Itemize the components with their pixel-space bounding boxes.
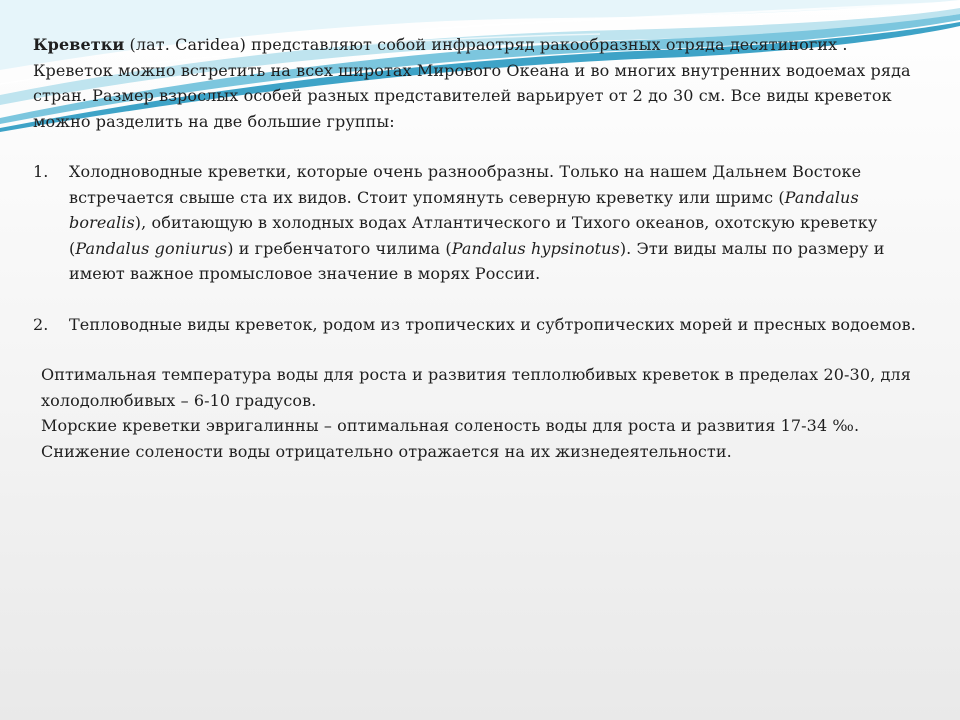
list-number: 1. — [33, 162, 49, 181]
list-text: Тепловодные виды креветок, родом из тропических и субтропических морей и пресных водоемов. — [69, 314, 916, 334]
intro-paragraph — [33, 32, 923, 134]
list-text: Холодноводные креветки, которые очень разнообразны. Только на нашем Дальнем Востоке встречается свыше ста их видов. Стоит упомянуть северную креветку или шримс (Pandalus borealis), обитающую в холодных водах Атлантического и Тихого океанов, охотскую креветку (Pandalus goniurus) и гребенчатого чилима (Pandalus hypsinotus). Эти виды малы по размеру и имеют важное промысловое значение в морях России. — [69, 162, 885, 283]
list-item-2 — [33, 312, 923, 338]
species-name: Pandalus borealis — [69, 187, 859, 232]
list-number: 2. — [33, 314, 49, 334]
intro-term: Креветки — [33, 35, 125, 54]
intro-text: (лат. Caridea) представляют собой инфраотряд ракообразных отряда десятиногих . Креветок можно встретить на всех широтах Мирового Океана и во многих внутренних водоемах ряда стран. Размер взрослых особей разных представителей варьирует от 2 до 30 см. Все виды креветок можно разделить на две большие группы: — [33, 35, 911, 131]
temperature-paragraph: Оптимальная температура воды для роста и развития теплолюбивых креветок в пределах 20-30, для холодолюбивых – 6-10 градусов. — [41, 365, 911, 410]
species-name: Pandalus goniurus — [75, 238, 228, 258]
list-item-1 — [33, 159, 923, 287]
text-body — [33, 32, 923, 464]
salinity-paragraph: Морские креветки эвригалинны – оптимальная соленость воды для роста и развития 17-34 ‰. Снижение солености воды отрицательно отражается на их жизнедеятельности. — [41, 416, 860, 461]
species-name: Pandalus hypsinotus — [451, 238, 620, 258]
